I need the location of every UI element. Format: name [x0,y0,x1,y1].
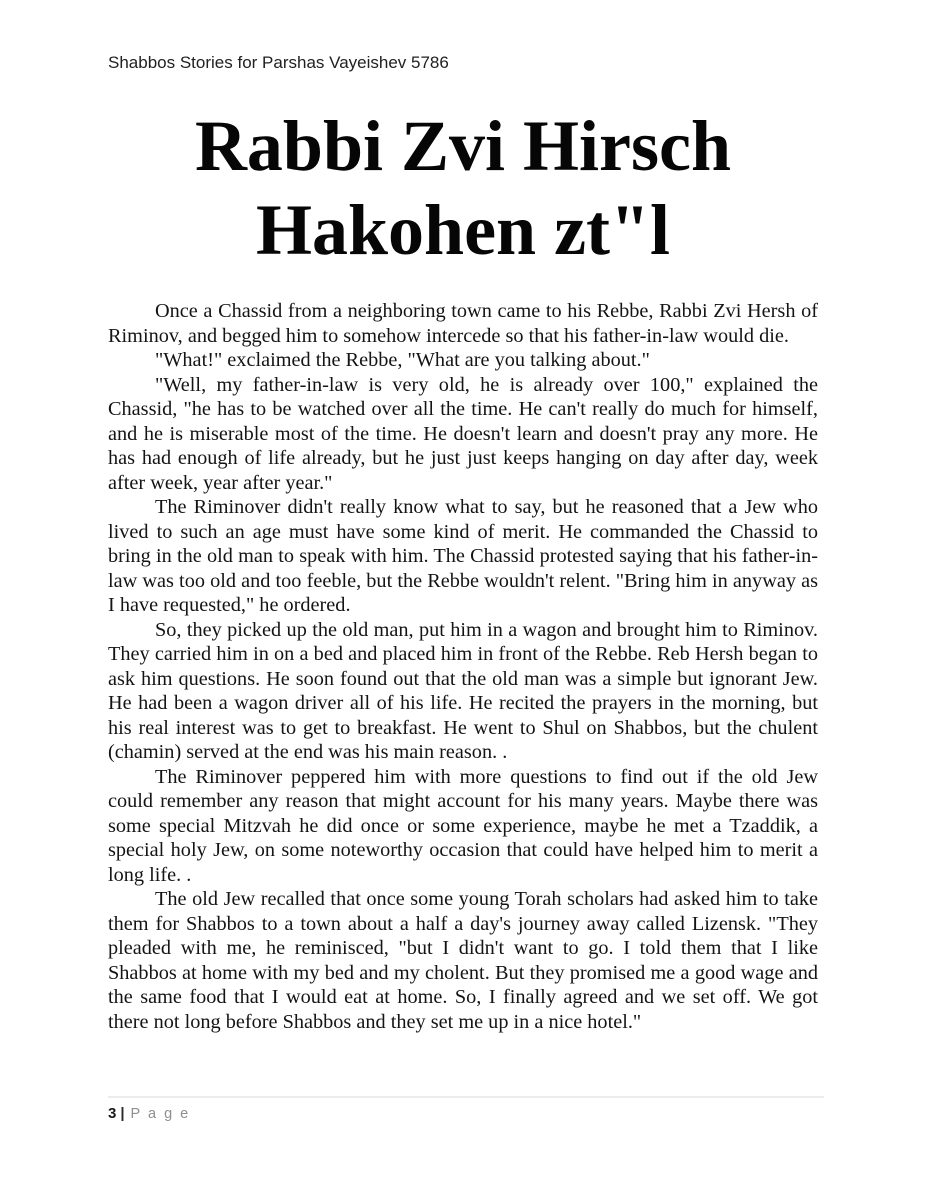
page-number: 3 [108,1105,117,1122]
footer-separator: | [120,1105,125,1122]
paragraph-6: The Riminover peppered him with more questions to find out if the old Jew could remember any reason that might account for his many years. Maybe there was some special Mitzvah he did once or some experience, maybe he met a Tzaddik, a special holy Jew, on some noteworthy occasion that could have helped him to merit a long life. . [108,765,818,886]
paragraph-7: The old Jew recalled that once some young Torah scholars had asked him to take them for Shabbos to a town about a half a day's journey away called Lizensk. "They pleaded with me, he reminisced, "but I didn't want to go. I told them that I like Shabbos at home with my bed and my cholent. But they promised me a good wage and the same food that I would eat at home. So, I finally agreed and we set off. We got there not long before Shabbos and they set me up in a nice hotel." [108,888,818,1033]
story-body [108,299,818,1034]
paragraph-1: Once a Chassid from a neighboring town came to his Rebbe, Rabbi Zvi Hersh of Riminov, and begged him to somehow intercede so that his father-in-law would die. [108,300,818,347]
page-label: P a g e [130,1106,191,1122]
header-text: Shabbos Stories for Parshas Vayeishev 5786 [108,53,449,72]
title-line-1: Rabbi Zvi Hirsch [194,106,732,186]
document-header [108,52,818,74]
paragraph-2: "What!" exclaimed the Rebbe, "What are you talking about." [155,349,650,372]
paragraph-5: So, they picked up the old man, put him in a wagon and brought him to Riminov. They carried him in on a bed and placed him in front of the Rebbe. Reb Hersh began to ask him questions. He soon found out that the old man was a simple but ignorant Jew. He had been a wagon driver all of his life. He recited the prayers in the morning, but his real interest was to get to breakfast. He went to Shul on Shabbos, but the chulent (chamin) served at the end was his main reason. . [108,618,818,764]
page-footer [108,1096,824,1123]
paragraph-3: "Well, my father-in-law is very old, he is already over 100," explained the Chassid, "he has to be watched over all the time. He can't really do much for himself, and he is miserable most of the time. He doesn't learn and doesn't pray any more. He has had enough of life already, but he just just keeps hanging on day after day, week after week, year after year." [108,373,818,494]
paragraph-4: The Riminover didn't really know what to say, but he reasoned that a Jew who lived to such an age must have some kind of merit. He commanded the Chassid to bring in the old man to speak with him. The Chassid protested saying that his father-in-law was too old and too feeble, but the Rebbe wouldn't relent. "Bring him in anyway as I have requested," he ordered. [108,496,818,617]
title-line-2: Hakohen zt"l [256,190,670,271]
page-title [108,104,818,272]
